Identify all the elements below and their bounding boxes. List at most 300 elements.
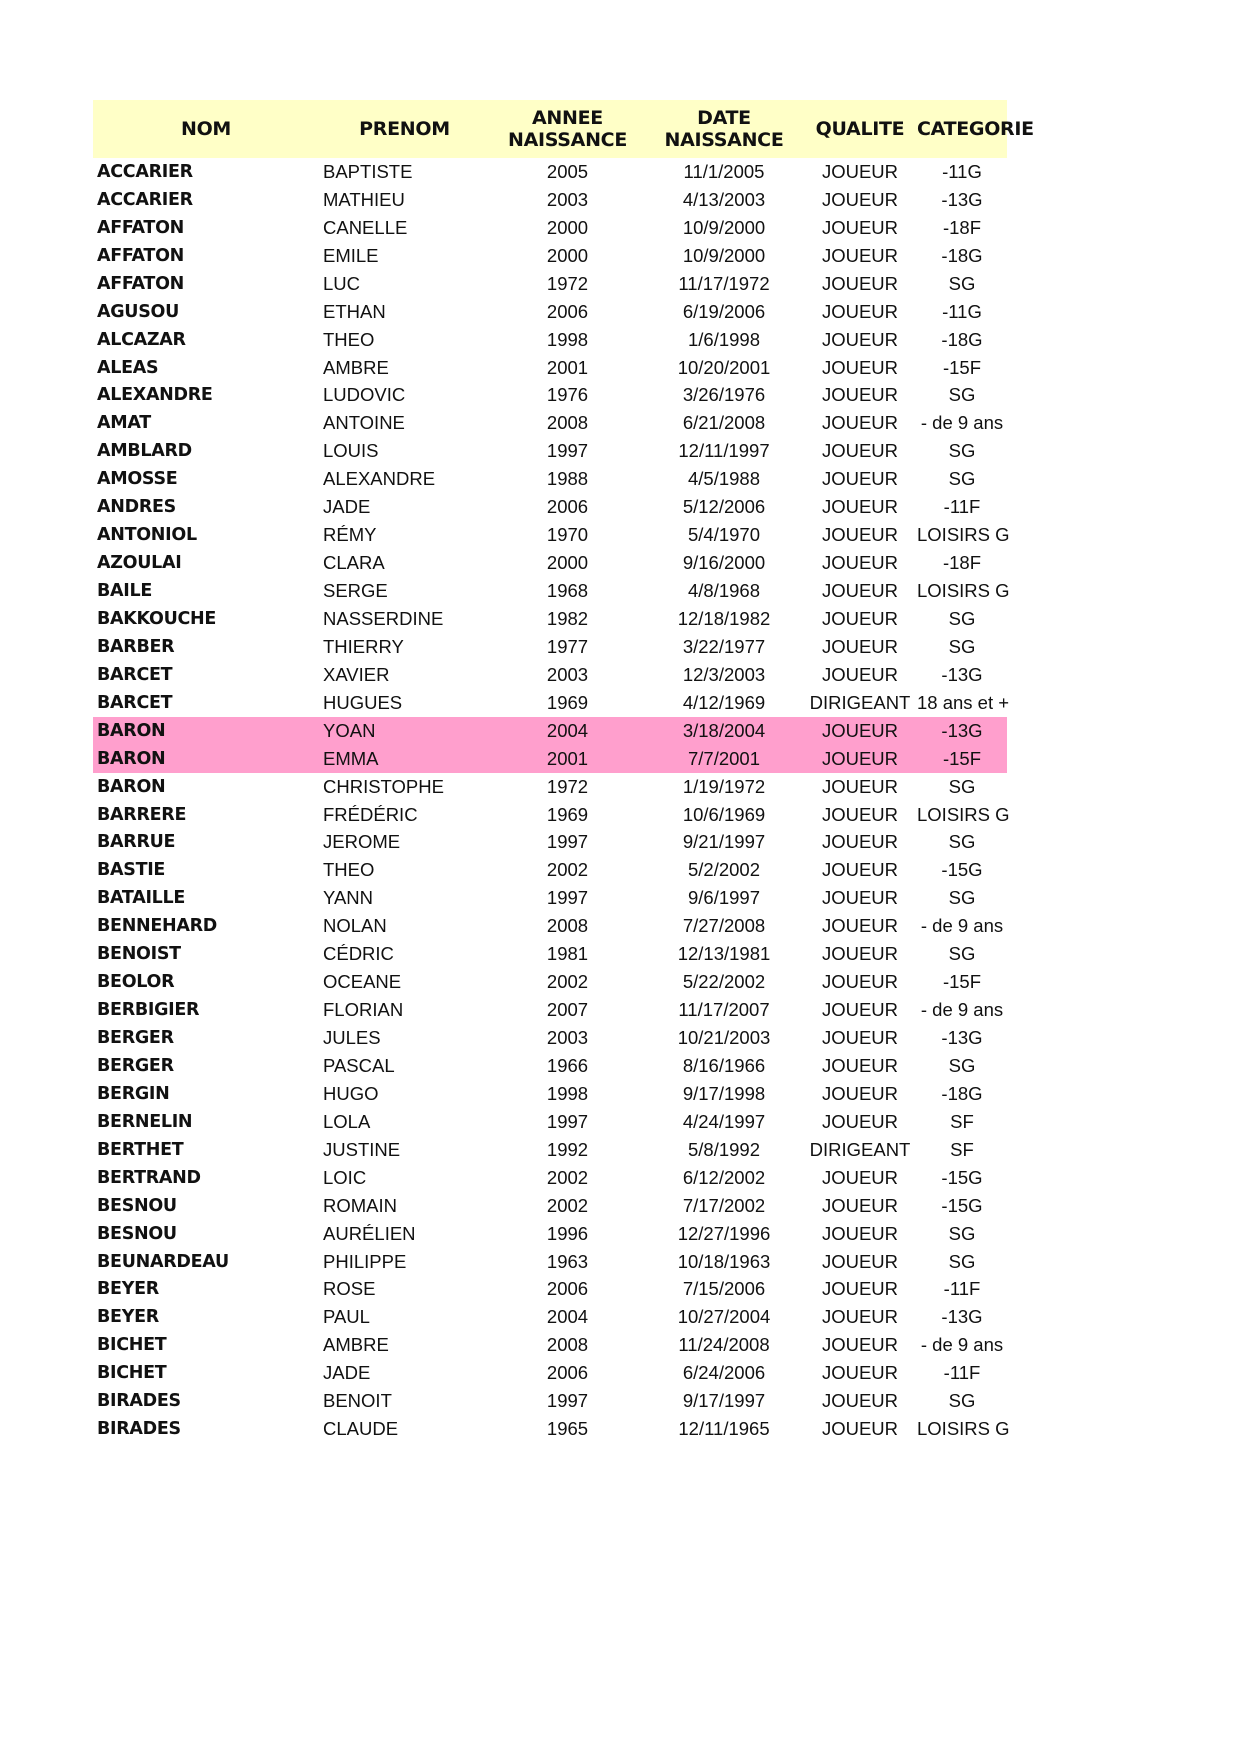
table-row	[93, 968, 1007, 996]
cell-prenom: NASSERDINE	[323, 607, 444, 629]
cell-prenom: THIERRY	[323, 635, 404, 657]
cell-date-naissance: 10/20/2001	[677, 356, 771, 378]
cell-annee-naissance: 1988	[546, 468, 589, 490]
cell-annee-naissance: 2008	[546, 412, 589, 434]
cell-qualite: JOUEUR	[821, 1390, 899, 1412]
cell-categorie: SG	[948, 1250, 976, 1272]
cell-annee-naissance: 1966	[546, 1054, 589, 1076]
cell-date-naissance: 6/21/2008	[682, 412, 766, 434]
cell-prenom: ALEXANDRE	[323, 468, 436, 490]
cell-nom: ACCARIER	[97, 189, 193, 210]
table-row	[93, 829, 1007, 857]
cell-date-naissance: 10/9/2000	[682, 244, 766, 266]
cell-nom: AFFATON	[97, 217, 184, 238]
cell-date-naissance: 7/7/2001	[687, 747, 760, 769]
cell-nom: ANTONIOL	[97, 525, 197, 546]
cell-categorie: -13G	[941, 188, 983, 210]
table-row	[93, 437, 1007, 465]
cell-qualite: JOUEUR	[821, 1306, 899, 1328]
cell-date-naissance: 9/17/1998	[682, 1082, 766, 1104]
cell-nom: BERGER	[97, 1055, 174, 1076]
cell-qualite: JOUEUR	[821, 328, 899, 350]
cell-annee-naissance: 1997	[546, 1390, 589, 1412]
table-row	[93, 661, 1007, 689]
header-annee-line1: ANNEE	[532, 107, 603, 129]
table-row	[93, 717, 1007, 745]
table-row	[93, 1164, 1007, 1192]
cell-nom: AMOSSE	[97, 469, 178, 490]
cell-nom: AMAT	[97, 413, 151, 434]
cell-qualite: JOUEUR	[821, 1222, 899, 1244]
cell-prenom: LOLA	[323, 1110, 371, 1132]
cell-qualite: JOUEUR	[821, 1250, 899, 1272]
cell-annee-naissance: 2008	[546, 915, 589, 937]
cell-prenom: NOLAN	[323, 915, 387, 937]
cell-annee-naissance: 2002	[546, 971, 589, 993]
cell-annee-naissance: 2008	[546, 1334, 589, 1356]
table-row	[93, 912, 1007, 940]
cell-categorie: -11G	[942, 160, 982, 182]
cell-nom: BESNOU	[97, 1223, 177, 1244]
cell-date-naissance: 4/8/1968	[687, 580, 760, 602]
cell-prenom: PAUL	[323, 1306, 370, 1328]
cell-date-naissance: 7/27/2008	[682, 915, 766, 937]
cell-nom: BENNEHARD	[97, 916, 218, 937]
cell-prenom: JADE	[323, 496, 371, 518]
header-prenom: PRENOM	[359, 118, 450, 140]
table-row	[93, 1331, 1007, 1359]
cell-qualite: JOUEUR	[821, 1362, 899, 1384]
cell-date-naissance: 10/9/2000	[682, 216, 766, 238]
table-row	[93, 940, 1007, 968]
cell-date-naissance: 6/24/2006	[682, 1362, 766, 1384]
cell-date-naissance: 4/13/2003	[682, 188, 766, 210]
cell-prenom: LOIC	[323, 1166, 367, 1188]
cell-nom: BARBER	[97, 636, 175, 657]
table-row	[93, 1248, 1007, 1276]
cell-annee-naissance: 2001	[546, 747, 589, 769]
cell-categorie: LOISIRS G	[917, 803, 1010, 825]
table-row	[93, 801, 1010, 829]
cell-date-naissance: 10/27/2004	[677, 1306, 771, 1328]
cell-categorie: -18G	[941, 244, 983, 266]
cell-annee-naissance: 2000	[546, 552, 589, 574]
cell-annee-naissance: 1976	[546, 384, 589, 406]
cell-qualite: JOUEUR	[821, 216, 899, 238]
cell-qualite: JOUEUR	[821, 747, 899, 769]
cell-prenom: BENOIT	[323, 1390, 392, 1412]
table-row	[93, 326, 1007, 354]
cell-nom: BESNOU	[97, 1195, 177, 1216]
cell-prenom: ROSE	[323, 1278, 376, 1300]
cell-nom: BARRUE	[97, 832, 176, 853]
cell-annee-naissance: 1972	[546, 272, 589, 294]
cell-nom: BIRADES	[97, 1391, 181, 1412]
table-header	[93, 100, 1034, 158]
cell-annee-naissance: 2004	[546, 719, 589, 741]
cell-annee-naissance: 1969	[546, 691, 589, 713]
cell-prenom: AMBRE	[323, 1334, 389, 1356]
cell-date-naissance: 3/26/1976	[682, 384, 766, 406]
header-nom: NOM	[180, 118, 232, 140]
cell-qualite: JOUEUR	[821, 272, 899, 294]
cell-nom: ACCARIER	[97, 161, 193, 182]
cell-prenom: MATHIEU	[323, 188, 405, 210]
table-row	[93, 549, 1007, 577]
cell-nom: BIRADES	[97, 1419, 181, 1440]
cell-annee-naissance: 1997	[546, 887, 589, 909]
cell-date-naissance: 8/16/1966	[682, 1054, 766, 1076]
cell-annee-naissance: 1998	[546, 1082, 589, 1104]
cell-annee-naissance: 2006	[546, 1278, 589, 1300]
cell-nom: AMBLARD	[97, 441, 192, 462]
table-row	[93, 465, 1007, 493]
cell-annee-naissance: 2001	[546, 356, 589, 378]
cell-qualite: JOUEUR	[821, 1110, 899, 1132]
cell-categorie: SG	[948, 384, 976, 406]
cell-date-naissance: 1/19/1972	[682, 775, 766, 797]
cell-annee-naissance: 2003	[546, 1027, 589, 1049]
cell-date-naissance: 12/13/1981	[677, 943, 771, 965]
cell-categorie: 18 ans et +	[917, 691, 1010, 713]
cell-categorie: SG	[948, 1390, 976, 1412]
cell-qualite: JOUEUR	[821, 803, 899, 825]
cell-qualite: DIRIGEANT	[809, 691, 911, 713]
cell-categorie: -11G	[942, 300, 982, 322]
table-row	[93, 605, 1007, 633]
table-body	[93, 158, 1010, 1443]
cell-qualite: JOUEUR	[821, 831, 899, 853]
cell-date-naissance: 5/8/1992	[687, 1138, 760, 1160]
cell-prenom: ROMAIN	[323, 1194, 397, 1216]
cell-prenom: YANN	[323, 887, 374, 909]
cell-qualite: JOUEUR	[821, 496, 899, 518]
table-row	[93, 1276, 1007, 1304]
cell-prenom: LUDOVIC	[323, 384, 406, 406]
cell-date-naissance: 11/17/1972	[678, 272, 770, 294]
cell-categorie: SG	[948, 1054, 976, 1076]
cell-annee-naissance: 2000	[546, 244, 589, 266]
cell-prenom: PASCAL	[323, 1054, 395, 1076]
cell-prenom: FLORIAN	[323, 999, 404, 1021]
header-categorie: CATEGORIE	[917, 118, 1034, 140]
cell-qualite: JOUEUR	[821, 1166, 899, 1188]
header-annee-line2: NAISSANCE	[507, 129, 628, 151]
cell-nom: BICHET	[97, 1363, 167, 1384]
cell-nom: BERGIN	[97, 1083, 170, 1104]
table-row	[93, 689, 1010, 717]
cell-date-naissance: 1/6/1998	[687, 328, 760, 350]
cell-date-naissance: 10/21/2003	[677, 1027, 771, 1049]
cell-nom: BARON	[97, 748, 166, 769]
cell-nom: AFFATON	[97, 273, 184, 294]
cell-categorie: SF	[950, 1110, 974, 1132]
cell-annee-naissance: 1972	[546, 775, 589, 797]
cell-qualite: JOUEUR	[821, 1278, 899, 1300]
cell-qualite: JOUEUR	[821, 384, 899, 406]
cell-prenom: CLARA	[323, 552, 385, 574]
table-row	[93, 1220, 1007, 1248]
header-annee-naissance	[490, 107, 645, 151]
cell-prenom: CHRISTOPHE	[323, 775, 444, 797]
cell-date-naissance: 11/24/2008	[678, 1334, 770, 1356]
cell-nom: BARCET	[97, 692, 173, 713]
cell-date-naissance: 10/6/1969	[682, 803, 766, 825]
cell-date-naissance: 4/12/1969	[682, 691, 766, 713]
cell-categorie: -11F	[943, 1278, 981, 1300]
cell-categorie: LOISIRS G	[917, 524, 1010, 546]
cell-categorie: - de 9 ans	[920, 999, 1004, 1021]
table-row	[93, 884, 1007, 912]
cell-qualite: JOUEUR	[821, 1054, 899, 1076]
table-row	[93, 745, 1007, 773]
cell-annee-naissance: 2002	[546, 1194, 589, 1216]
cell-categorie: - de 9 ans	[920, 412, 1004, 434]
cell-annee-naissance: 1969	[546, 803, 589, 825]
table-row	[93, 1052, 1007, 1080]
cell-date-naissance: 11/17/2007	[678, 999, 770, 1021]
cell-prenom: BAPTISTE	[323, 160, 413, 182]
cell-qualite: JOUEUR	[821, 1082, 899, 1104]
cell-prenom: OCEANE	[323, 971, 402, 993]
cell-annee-naissance: 2006	[546, 496, 589, 518]
cell-prenom: LUC	[323, 272, 361, 294]
cell-date-naissance: 12/11/1965	[678, 1418, 770, 1440]
cell-date-naissance: 10/18/1963	[677, 1250, 771, 1272]
cell-nom: BENOIST	[97, 944, 181, 965]
cell-annee-naissance: 1982	[546, 607, 589, 629]
cell-annee-naissance: 2003	[546, 188, 589, 210]
cell-prenom: EMMA	[323, 747, 379, 769]
cell-categorie: SG	[948, 887, 976, 909]
cell-prenom: CLAUDE	[323, 1418, 399, 1440]
cell-annee-naissance: 2006	[546, 300, 589, 322]
cell-categorie: SG	[948, 775, 976, 797]
cell-categorie: SG	[948, 831, 976, 853]
cell-nom: BEOLOR	[97, 972, 175, 993]
cell-qualite: DIRIGEANT	[809, 1138, 911, 1160]
table-row	[93, 214, 1007, 242]
cell-categorie: SG	[948, 440, 976, 462]
cell-categorie: -18F	[942, 216, 982, 238]
cell-date-naissance: 12/18/1982	[677, 607, 771, 629]
cell-annee-naissance: 2004	[546, 1306, 589, 1328]
table-row	[93, 382, 1007, 410]
cell-qualite: JOUEUR	[821, 468, 899, 490]
cell-prenom: SERGE	[323, 580, 388, 602]
cell-categorie: -13G	[941, 1027, 983, 1049]
cell-categorie: - de 9 ans	[920, 1334, 1004, 1356]
cell-qualite: JOUEUR	[821, 915, 899, 937]
cell-annee-naissance: 2003	[546, 663, 589, 685]
cell-categorie: SG	[948, 468, 976, 490]
cell-date-naissance: 3/18/2004	[682, 719, 766, 741]
table-row	[93, 856, 1007, 884]
cell-nom: BERTHET	[97, 1139, 184, 1160]
cell-annee-naissance: 1996	[546, 1222, 589, 1244]
cell-nom: BARON	[97, 776, 166, 797]
cell-prenom: LOUIS	[323, 440, 379, 462]
cell-categorie: LOISIRS G	[917, 580, 1010, 602]
cell-annee-naissance: 1963	[546, 1250, 589, 1272]
cell-annee-naissance: 1977	[546, 635, 589, 657]
table-row	[93, 493, 1007, 521]
cell-annee-naissance: 1998	[546, 328, 589, 350]
cell-nom: BERBIGIER	[97, 1000, 200, 1021]
table-row	[93, 1303, 1007, 1331]
cell-categorie: -13G	[941, 663, 983, 685]
table-row	[93, 1415, 1010, 1443]
cell-nom: AFFATON	[97, 245, 184, 266]
table-row	[93, 1108, 1007, 1136]
cell-date-naissance: 9/16/2000	[682, 552, 766, 574]
table-row	[93, 186, 1007, 214]
cell-prenom: HUGO	[323, 1082, 379, 1104]
cell-prenom: THEO	[323, 859, 375, 881]
cell-qualite: JOUEUR	[821, 1418, 899, 1440]
cell-categorie: LOISIRS G	[917, 1418, 1010, 1440]
cell-nom: BASTIE	[97, 860, 166, 881]
cell-qualite: JOUEUR	[821, 859, 899, 881]
cell-annee-naissance: 2000	[546, 216, 589, 238]
cell-annee-naissance: 1997	[546, 1110, 589, 1132]
cell-nom: ALEXANDRE	[97, 385, 213, 406]
cell-categorie: -18G	[941, 328, 983, 350]
cell-qualite: JOUEUR	[821, 580, 899, 602]
cell-prenom: AURÉLIEN	[323, 1222, 416, 1244]
cell-date-naissance: 5/4/1970	[687, 524, 760, 546]
cell-qualite: JOUEUR	[821, 524, 899, 546]
cell-date-naissance: 5/2/2002	[687, 859, 760, 881]
cell-categorie: SF	[950, 1138, 974, 1160]
table-row	[93, 773, 1007, 801]
table-row	[93, 1024, 1007, 1052]
header-date-line2: NAISSANCE	[664, 129, 784, 151]
cell-qualite: JOUEUR	[821, 440, 899, 462]
cell-categorie: -15G	[941, 1194, 983, 1216]
table-row	[93, 996, 1007, 1024]
cell-nom: AGUSOU	[97, 301, 180, 322]
cell-categorie: -15G	[941, 859, 983, 881]
header-date-line1: DATE	[697, 107, 751, 129]
cell-categorie: -18F	[942, 552, 982, 574]
cell-nom: BAILE	[97, 581, 152, 602]
cell-annee-naissance: 2006	[546, 1362, 589, 1384]
table-row	[93, 1359, 1007, 1387]
cell-prenom: JADE	[323, 1362, 371, 1384]
cell-date-naissance: 12/27/1996	[677, 1222, 771, 1244]
cell-categorie: - de 9 ans	[920, 915, 1004, 937]
cell-nom: ALCAZAR	[97, 329, 186, 350]
cell-annee-naissance: 1970	[546, 524, 589, 546]
cell-qualite: JOUEUR	[821, 719, 899, 741]
cell-date-naissance: 5/22/2002	[682, 971, 766, 993]
cell-qualite: JOUEUR	[821, 552, 899, 574]
cell-categorie: -13G	[941, 719, 983, 741]
table-row	[93, 409, 1007, 437]
cell-annee-naissance: 2007	[546, 999, 589, 1021]
table-row	[93, 354, 1007, 382]
cell-qualite: JOUEUR	[821, 887, 899, 909]
cell-date-naissance: 7/17/2002	[682, 1194, 766, 1216]
cell-annee-naissance: 2002	[546, 1166, 589, 1188]
table-row	[93, 633, 1007, 661]
cell-nom: BERGER	[97, 1028, 174, 1049]
cell-nom: BARON	[97, 720, 166, 741]
cell-date-naissance: 9/6/1997	[687, 887, 760, 909]
cell-annee-naissance: 1997	[546, 440, 589, 462]
cell-date-naissance: 4/5/1988	[687, 468, 760, 490]
cell-categorie: -13G	[941, 1306, 983, 1328]
cell-qualite: JOUEUR	[821, 971, 899, 993]
cell-qualite: JOUEUR	[821, 999, 899, 1021]
cell-categorie: -15F	[942, 971, 982, 993]
cell-nom: BARRERE	[97, 804, 187, 825]
cell-prenom: CANELLE	[323, 216, 408, 238]
cell-categorie: -15G	[941, 1166, 983, 1188]
cell-qualite: JOUEUR	[821, 188, 899, 210]
table-row	[93, 242, 1007, 270]
cell-annee-naissance: 2005	[546, 160, 589, 182]
cell-prenom: JEROME	[323, 831, 401, 853]
cell-nom: AZOULAI	[97, 553, 182, 574]
cell-date-naissance: 4/24/1997	[682, 1110, 766, 1132]
cell-date-naissance: 6/19/2006	[682, 300, 766, 322]
cell-qualite: JOUEUR	[821, 160, 899, 182]
cell-prenom: EMILE	[323, 244, 379, 266]
cell-prenom: JUSTINE	[323, 1138, 401, 1160]
cell-qualite: JOUEUR	[821, 300, 899, 322]
cell-categorie: SG	[948, 943, 976, 965]
cell-date-naissance: 5/12/2006	[682, 496, 766, 518]
cell-nom: BICHET	[97, 1335, 167, 1356]
cell-date-naissance: 6/12/2002	[682, 1166, 766, 1188]
header-qualite: QUALITE	[815, 118, 905, 140]
table-row	[93, 577, 1010, 605]
cell-prenom: FRÉDÉRIC	[323, 803, 418, 825]
cell-nom: BERTRAND	[97, 1167, 201, 1188]
cell-nom: BERNELIN	[97, 1111, 193, 1132]
table-row	[93, 270, 1007, 298]
table-row	[93, 521, 1010, 549]
cell-qualite: JOUEUR	[821, 412, 899, 434]
cell-qualite: JOUEUR	[821, 1027, 899, 1049]
cell-date-naissance: 3/22/1977	[682, 635, 766, 657]
cell-prenom: HUGUES	[323, 691, 403, 713]
cell-annee-naissance: 1968	[546, 580, 589, 602]
cell-annee-naissance: 1965	[546, 1418, 589, 1440]
cell-qualite: JOUEUR	[821, 356, 899, 378]
cell-prenom: JULES	[323, 1027, 381, 1049]
cell-date-naissance: 12/3/2003	[682, 663, 766, 685]
cell-categorie: SG	[948, 607, 976, 629]
cell-qualite: JOUEUR	[821, 244, 899, 266]
cell-nom: BAKKOUCHE	[97, 608, 217, 629]
table-row	[93, 1080, 1007, 1108]
cell-annee-naissance: 1992	[546, 1138, 589, 1160]
cell-nom: ALEAS	[97, 357, 159, 378]
cell-date-naissance: 9/17/1997	[682, 1390, 766, 1412]
table-row	[93, 1387, 1007, 1415]
cell-prenom: CÉDRIC	[323, 943, 394, 965]
table-row	[93, 1136, 1007, 1164]
table-row	[93, 1192, 1007, 1220]
cell-qualite: JOUEUR	[821, 663, 899, 685]
cell-qualite: JOUEUR	[821, 607, 899, 629]
cell-categorie: -11F	[943, 496, 981, 518]
cell-categorie: SG	[948, 1222, 976, 1244]
cell-date-naissance: 12/11/1997	[678, 440, 770, 462]
